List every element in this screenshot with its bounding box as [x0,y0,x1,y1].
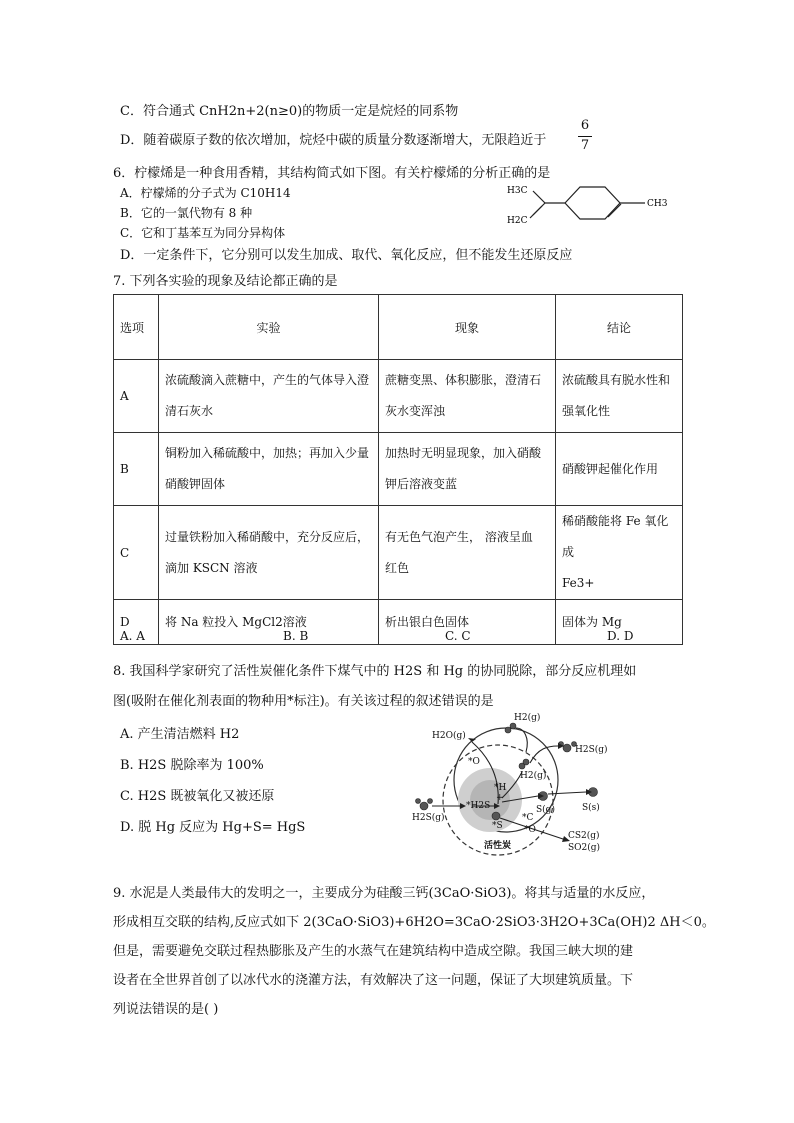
label-s-gas: S(g) [536,805,555,815]
q7-stem: 7. 下列各实验的现象及结论都正确的是 [113,274,338,289]
q7-answer-d: D. D [607,629,634,643]
q7-answer-a: A. A [120,629,145,643]
row-conclusion: 硝酸钾起催化作用 [556,433,683,506]
q8-option-c: C. H2S 既被氧化又被还原 [120,789,275,804]
q5-option-d: D．随着碳原子数的依次增加，烷烃中碳的质量分数逐渐增大，无限趋近于 [120,133,547,148]
q9-line3: 但是，需要避免交联过程热膨胀及产生的水蒸气在建筑结构中造成空隙。我国三峡大坝的建 [113,944,634,959]
row-experiment: 过量铁粉加入稀硝酸中，充分反应后， 滴加 KSCN 溶液 [159,506,379,600]
table-row [114,506,683,600]
q9-line5: 列说法错误的是( ) [113,1002,219,1017]
reaction-mechanism-diagram [410,708,620,858]
label-activated-carbon: 活性炭 [484,841,512,851]
col-header-phenomenon: 现象 [379,295,556,360]
struct-label-ch3: CH3 [647,199,668,209]
label-plus: + [496,793,504,803]
q6-stem: 6．柠檬烯是一种食用香精，其结构简式如下图。有关柠檬烯的分析正确的是 [113,166,551,181]
fraction-bar [578,136,592,137]
row-option: A [114,360,159,433]
q9-line4: 设者在全世界首创了以冰代水的浇灌方法，有效解决了这一问题，保证了大坝建筑质量。下 [113,973,634,988]
label-s-star: *S [492,821,503,831]
col-header-conclusion: 结论 [556,295,683,360]
q9-line2: 形成相互交联的结构,反应式如下 2(3CaO·SiO3)+6H2O=3CaO·2SiO3·3H2O+3Ca(OH)2 ΔH＜0。 [113,915,715,930]
label-s-solid: S(s) [582,803,600,813]
row-phenomenon: 有无色气泡产生， 溶液呈血 红色 [379,506,556,600]
label-o-star-top: *O [468,757,480,767]
row-phenomenon: 加热时无明显现象，加入硝酸 钾后溶液变蓝 [379,433,556,506]
row-experiment: 浓硫酸滴入蔗糖中，产生的气体导入澄 清石灰水 [159,360,379,433]
label-h2-top: H2(g) [514,713,541,723]
q6-option-c: C．它和丁基苯互为同分异构体 [120,226,286,240]
label-cs2: CS2(g) [568,831,600,841]
q6-option-b: B．它的一氯代物有 8 种 [120,206,253,220]
row-phenomenon: 析出银白色固体 [379,600,556,645]
label-h2s-right: H2S(g) [575,745,608,755]
q8-option-b: B. H2S 脱除率为 100% [120,758,264,773]
table-header-row [114,295,683,360]
struct-label-h2c: H2C [507,216,528,226]
label-o-star-bottom: *O [524,825,536,835]
q9-line1: 9. 水泥是人类最伟大的发明之一，主要成分为硅酸三钙(3CaO·SiO3)。将其与适量的水反应， [113,886,655,901]
label-h2-mid: H2(g) [520,771,547,781]
row-phenomenon: 蔗糖变黑、体积膨胀，澄清石 灰水变浑浊 [379,360,556,433]
q7-table [113,294,683,645]
sulfur-adsorbed-icon [492,812,500,820]
q7-answer-c: C. C [445,629,471,643]
row-option: D [114,600,159,645]
struct-label-h3c: H3C [507,186,528,196]
label-c-star: *C [522,813,534,823]
q8-stem-line1: 8. 我国科学家研究了活性炭催化条件下煤气中的 H2S 和 Hg 的协同脱除，部分反应机理如 [113,664,637,679]
table-row [114,360,683,433]
table-row [114,433,683,506]
label-h2s-left: H2S(g) [412,813,445,823]
row-conclusion: 浓硫酸具有脱水性和 强氧化性 [556,360,683,433]
label-h2o: H2O(g) [432,731,466,741]
arrow [548,792,586,794]
label-so2: SO2(g) [568,843,601,853]
limonene-structure-diagram [505,175,675,235]
col-header-option: 选项 [114,295,159,360]
q8-stem-line2: 图(吸附在催化剂表面的物种用*标注)。有关该过程的叙述错误的是 [113,694,494,709]
row-conclusion: 稀硝酸能将 Fe 氧化成 Fe3+ [556,506,683,600]
fraction-numerator: 6 [580,118,590,133]
row-experiment: 将 Na 粒投入 MgCl2溶液 [159,600,379,645]
row-option: C [114,506,159,600]
col-header-experiment: 实验 [159,295,379,360]
q6-option-d: D．一定条件下，它分别可以发生加成、取代、氧化反应，但不能发生还原反应 [120,248,573,263]
h2s-molecule-icon [563,744,571,752]
table-row [114,600,683,645]
q8-option-a: A. 产生清洁燃料 H2 [120,727,240,742]
label-h2s-star: *H2S [466,801,491,811]
q5-option-c: C．符合通式 CnH2n+2(n≥0)的物质一定是烷烃的同系物 [120,104,459,119]
h2s-molecule-icon [420,802,428,810]
row-option: B [114,433,159,506]
fraction-denominator: 7 [580,138,590,153]
q6-option-a: A．柠檬烯的分子式为 C10H14 [120,186,291,200]
row-experiment: 铜粉加入稀硫酸中，加热；再加入少量 硝酸钾固体 [159,433,379,506]
q8-option-d: D. 脱 Hg 反应为 Hg+S= HgS [120,820,306,835]
q7-answer-b: B. B [283,629,309,643]
row-conclusion: 固体为 Mg [556,600,683,645]
h2-molecule-icon [505,727,511,733]
label-h-star: *H [494,783,507,793]
